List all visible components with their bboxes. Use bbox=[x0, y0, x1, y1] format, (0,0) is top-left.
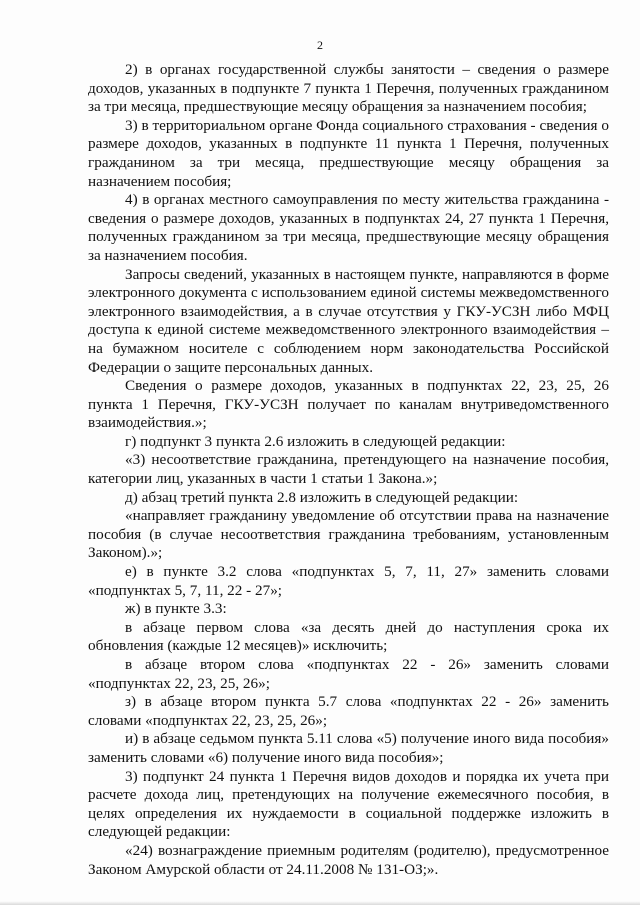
paragraph-requests: Запросы сведений, указанных в настоящем пункте, направляются в форме электронного документа с использованием единой системы межведомственного электронного взаимодействия, а в случае отсутствия у ГКУ-УСЗН либо МФЦ доступа к единой системе межведомственного электронного взаимодействия – на бумажном носителе с соблюдением норм законодательства Российской Федерации о защите персональных данных. bbox=[88, 265, 609, 376]
paragraph-social-insurance-fund: 3) в территориальном органе Фонда социального страхования - сведения о размере доходов, указанных в подпункте 11 пункта 1 Перечня, полученных гражданином за три месяца, предшествующие месяцу обращения за назначением пособия; bbox=[88, 116, 609, 190]
paragraph-quote-24: «24) вознаграждение приемным родителям (родителю), предусмотренное Законом Амурской области от 24.11.2008 № 131-ОЗ;». bbox=[88, 841, 609, 878]
document-body bbox=[88, 61, 609, 879]
paragraph-item-3-subpoint-24: 3) подпункт 24 пункта 1 Перечня видов доходов и порядка их учета при расчете дохода лиц, претендующих на получение ежемесячного пособия, в целях определения их нуждаемости в социальной поддержке изложить в следующей редакции: bbox=[88, 767, 609, 841]
paragraph-first-abzats: в абзаце первом слова «за десять дней до наступления срока их обновления (каждые 12 месяцев)» исключить; bbox=[88, 618, 609, 655]
paragraph-item-zh: ж) в пункте 3.3: bbox=[125, 600, 227, 618]
page-bottom-edge bbox=[0, 901, 640, 905]
page-number: 2 bbox=[317, 38, 323, 52]
paragraph-income-info: Сведения о размере доходов, указанных в подпунктах 22, 23, 25, 26 пункта 1 Перечня, ГКУ-УСЗН получает по каналам внутриведомственного взаимодействия.»; bbox=[88, 377, 609, 432]
paragraph-item-g: г) подпункт 3 пункта 2.6 изложить в следующей редакции: bbox=[125, 432, 506, 450]
paragraph-quote-3: «3) несоответствие гражданина, претендующего на назначение пособия, категории лиц, указанных в части 1 статьи 1 Закона.»; bbox=[88, 451, 609, 488]
paragraph-quote-notification: «направляет гражданину уведомление об отсутствии права на назначение пособия (в случае несоответствия гражданина требованиям, установленным Законом).»; bbox=[88, 507, 609, 562]
paragraph-item-i: и) в абзаце седьмом пункта 5.11 слова «5) получение иного вида пособия» заменить словами «6) получение иного вида пособия»; bbox=[88, 730, 609, 766]
paragraph-item-d: д) абзац третий пункта 2.8 изложить в следующей редакции: bbox=[125, 488, 519, 506]
paragraph-employment-service: 2) в органах государственной службы занятости – сведения о размере доходов, указанных в подпункте 7 пункта 1 Перечня, полученных гражданином за три месяца, предшествующие месяцу обращения за назначением пособия; bbox=[88, 61, 609, 116]
paragraph-item-e: е) в пункте 3.2 слова «подпунктах 5, 7, 11, 27» заменить словами «подпунктах 5, 7, 11, 22 - 27»; bbox=[88, 563, 609, 599]
paragraph-second-abzats: в абзаце втором слова «подпунктах 22 - 26» заменить словами «подпунктах 22, 23, 25, 26»; bbox=[88, 656, 609, 692]
paragraph-item-z: з) в абзаце втором пункта 5.7 слова «подпунктах 22 - 26» заменить словами «подпунктах 22, 23, 25, 26»; bbox=[88, 693, 609, 729]
paragraph-local-self-government: 4) в органах местного самоуправления по месту жительства гражданина - сведения о размере доходов, указанных в подпунктах 24, 27 пункта 1 Перечня, полученных гражданином за три месяца, предшествующие месяцу обращения за назначением пособия. bbox=[88, 191, 609, 264]
